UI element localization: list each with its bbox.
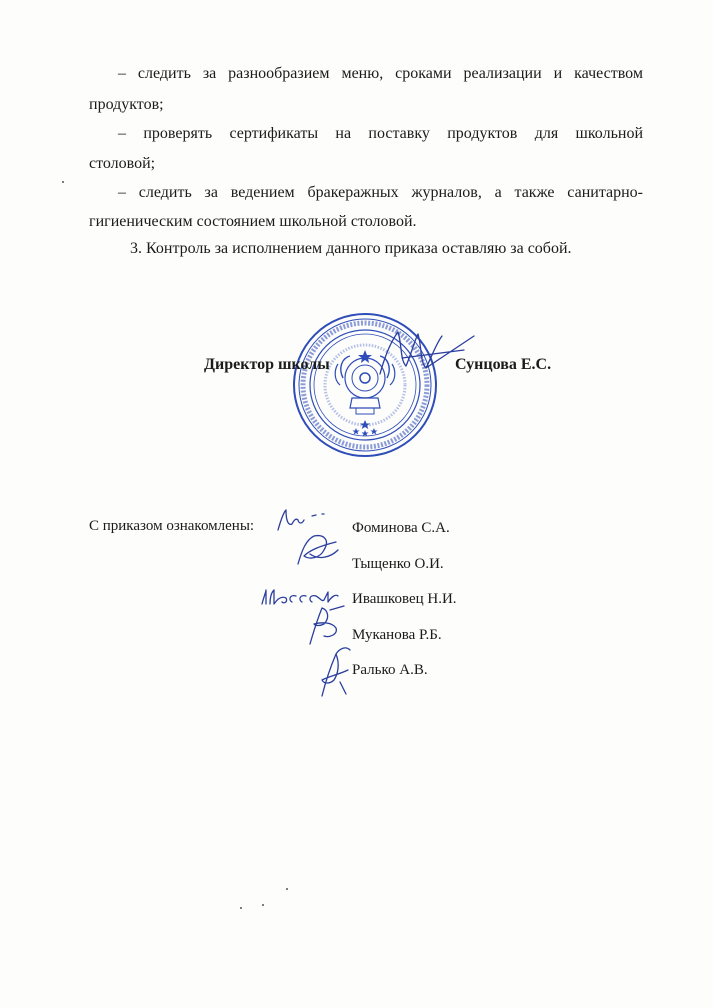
item2-line1: – проверять сертификаты на поставку продуктов для школьной xyxy=(118,125,643,142)
item3-line1: – следить за ведением бракеражных журналов, а также санитарно- xyxy=(118,184,643,201)
staff-name-5: Ралько А.В. xyxy=(352,662,428,678)
scan-speck xyxy=(62,181,64,183)
scan-speck xyxy=(286,888,288,890)
control-clause: 3. Контроль за исполнением данного приказа оставляю за собой. xyxy=(130,240,572,257)
staff-name-1: Фоминова С.А. xyxy=(352,520,450,536)
director-name: Сунцова Е.С. xyxy=(455,356,552,373)
staff-name-3: Ивашковец Н.И. xyxy=(352,591,457,607)
acknowledgement-label: С приказом ознакомлены: xyxy=(89,518,255,534)
signature-2 xyxy=(290,530,350,570)
item1-line2: продуктов; xyxy=(89,96,164,113)
scan-speck xyxy=(240,907,242,909)
staff-name-4: Муканова Р.Б. xyxy=(352,627,442,643)
director-title: Директор школы xyxy=(204,356,330,373)
item2-line2: столовой; xyxy=(89,155,156,172)
item1-line1: – следить за разнообразием меню, сроками реализации и качеством xyxy=(118,65,643,82)
staff-name-2: Тыщенко О.И. xyxy=(352,556,444,572)
item3-line2: гигиеническим состоянием школьной столовой. xyxy=(89,213,417,230)
scan-speck xyxy=(262,904,264,906)
